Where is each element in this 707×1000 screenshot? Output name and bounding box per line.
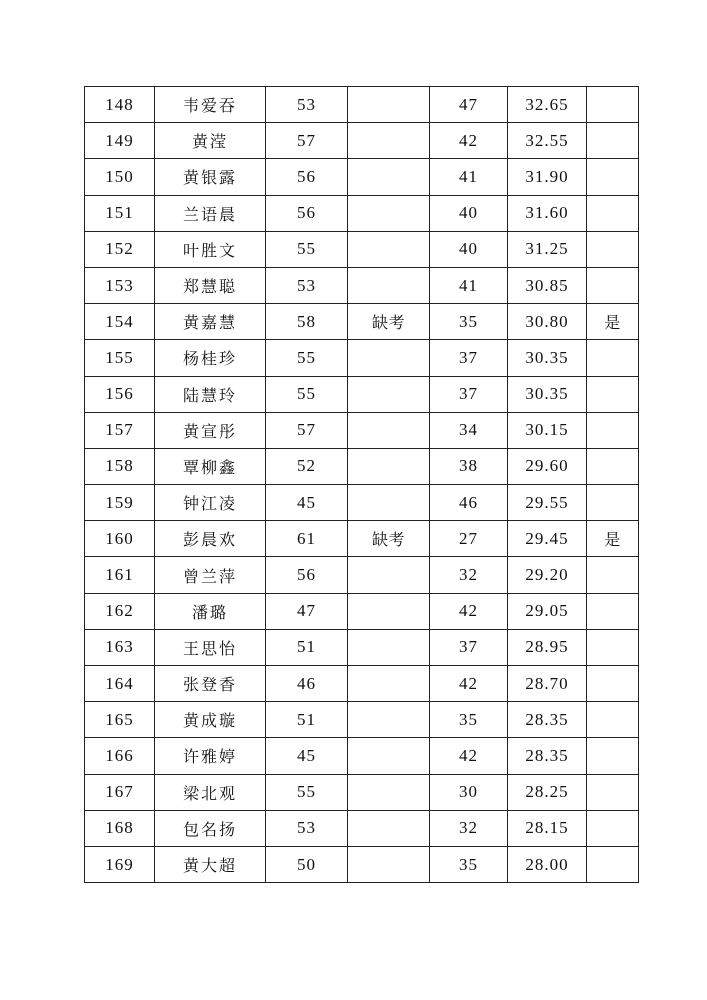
score-2-cell: 40 [430,195,508,231]
row-number-cell: 168 [85,810,155,846]
score-1-cell: 55 [266,376,348,412]
row-number-cell: 148 [85,87,155,123]
row-number-cell: 153 [85,267,155,303]
score-1-cell: 53 [266,87,348,123]
name-cell: 黄宣彤 [155,412,266,448]
flag-cell [587,485,639,521]
score-1-cell: 55 [266,340,348,376]
name-cell: 覃柳鑫 [155,448,266,484]
table-row [85,846,639,882]
total-score-cell: 28.70 [508,666,587,702]
row-number-cell: 169 [85,846,155,882]
score-2-cell: 40 [430,231,508,267]
score-2-cell: 47 [430,87,508,123]
name-cell: 包名扬 [155,810,266,846]
score-1-cell: 53 [266,267,348,303]
name-cell: 梁北观 [155,774,266,810]
name-cell: 黄银露 [155,159,266,195]
score-1-cell: 52 [266,448,348,484]
name-cell: 陆慧玲 [155,376,266,412]
score-table [84,86,639,883]
score-2-cell: 46 [430,485,508,521]
score-2-cell: 37 [430,629,508,665]
remark-cell [348,159,430,195]
name-cell: 杨桂珍 [155,340,266,376]
total-score-cell: 32.55 [508,123,587,159]
score-1-cell: 50 [266,846,348,882]
row-number-cell: 161 [85,557,155,593]
score-2-cell: 42 [430,123,508,159]
flag-cell: 是 [587,304,639,340]
score-2-cell: 30 [430,774,508,810]
table-row [85,593,639,629]
remark-cell [348,810,430,846]
score-1-cell: 61 [266,521,348,557]
score-1-cell: 56 [266,159,348,195]
name-cell: 钟江凌 [155,485,266,521]
table-row [85,376,639,412]
row-number-cell: 152 [85,231,155,267]
total-score-cell: 28.95 [508,629,587,665]
remark-cell [348,629,430,665]
score-1-cell: 56 [266,195,348,231]
score-1-cell: 55 [266,231,348,267]
remark-cell [348,702,430,738]
row-number-cell: 157 [85,412,155,448]
name-cell: 黄滢 [155,123,266,159]
remark-cell [348,231,430,267]
remark-cell [348,738,430,774]
flag-cell [587,448,639,484]
remark-cell [348,340,430,376]
table-row [85,738,639,774]
score-2-cell: 38 [430,448,508,484]
remark-cell [348,195,430,231]
remark-cell [348,774,430,810]
score-1-cell: 47 [266,593,348,629]
row-number-cell: 164 [85,666,155,702]
table-row [85,629,639,665]
row-number-cell: 154 [85,304,155,340]
table-row [85,159,639,195]
total-score-cell: 28.25 [508,774,587,810]
total-score-cell: 29.05 [508,593,587,629]
score-1-cell: 45 [266,738,348,774]
name-cell: 许雅婷 [155,738,266,774]
flag-cell [587,557,639,593]
row-number-cell: 156 [85,376,155,412]
row-number-cell: 162 [85,593,155,629]
score-2-cell: 37 [430,340,508,376]
remark-cell [348,557,430,593]
score-1-cell: 45 [266,485,348,521]
table-row [85,195,639,231]
score-1-cell: 46 [266,666,348,702]
table-row [85,557,639,593]
flag-cell [587,123,639,159]
table-row [85,340,639,376]
row-number-cell: 158 [85,448,155,484]
score-2-cell: 42 [430,666,508,702]
flag-cell [587,231,639,267]
table-row [85,231,639,267]
remark-cell [348,448,430,484]
score-1-cell: 51 [266,629,348,665]
score-1-cell: 53 [266,810,348,846]
flag-cell [587,774,639,810]
total-score-cell: 30.35 [508,340,587,376]
table-row [85,304,639,340]
score-1-cell: 55 [266,774,348,810]
table-row [85,774,639,810]
flag-cell [587,629,639,665]
name-cell: 兰语晨 [155,195,266,231]
score-2-cell: 42 [430,593,508,629]
name-cell: 曾兰萍 [155,557,266,593]
flag-cell [587,738,639,774]
score-1-cell: 57 [266,123,348,159]
name-cell: 黄大超 [155,846,266,882]
total-score-cell: 29.45 [508,521,587,557]
table-body [85,87,639,883]
table-row [85,702,639,738]
flag-cell [587,376,639,412]
row-number-cell: 151 [85,195,155,231]
flag-cell [587,846,639,882]
remark-cell: 缺考 [348,521,430,557]
remark-cell [348,123,430,159]
score-2-cell: 32 [430,557,508,593]
score-1-cell: 57 [266,412,348,448]
total-score-cell: 30.80 [508,304,587,340]
flag-cell [587,810,639,846]
row-number-cell: 160 [85,521,155,557]
total-score-cell: 31.25 [508,231,587,267]
remark-cell [348,666,430,702]
total-score-cell: 28.15 [508,810,587,846]
row-number-cell: 166 [85,738,155,774]
score-2-cell: 37 [430,376,508,412]
score-1-cell: 56 [266,557,348,593]
total-score-cell: 28.35 [508,702,587,738]
row-number-cell: 155 [85,340,155,376]
total-score-cell: 29.55 [508,485,587,521]
total-score-cell: 32.65 [508,87,587,123]
flag-cell [587,412,639,448]
score-2-cell: 35 [430,702,508,738]
total-score-cell: 30.15 [508,412,587,448]
name-cell: 韦爱吞 [155,87,266,123]
row-number-cell: 150 [85,159,155,195]
table-row [85,123,639,159]
name-cell: 黄嘉慧 [155,304,266,340]
row-number-cell: 167 [85,774,155,810]
total-score-cell: 29.60 [508,448,587,484]
table-row [85,448,639,484]
flag-cell: 是 [587,521,639,557]
score-1-cell: 51 [266,702,348,738]
table-row [85,666,639,702]
table-row [85,810,639,846]
total-score-cell: 28.00 [508,846,587,882]
name-cell: 张登香 [155,666,266,702]
score-2-cell: 32 [430,810,508,846]
remark-cell [348,412,430,448]
score-2-cell: 41 [430,159,508,195]
score-2-cell: 35 [430,846,508,882]
row-number-cell: 165 [85,702,155,738]
total-score-cell: 31.60 [508,195,587,231]
flag-cell [587,593,639,629]
table-row [85,485,639,521]
flag-cell [587,87,639,123]
name-cell: 彭晨欢 [155,521,266,557]
remark-cell [348,87,430,123]
flag-cell [587,666,639,702]
table-row [85,521,639,557]
flag-cell [587,702,639,738]
remark-cell [348,376,430,412]
total-score-cell: 28.35 [508,738,587,774]
score-2-cell: 35 [430,304,508,340]
total-score-cell: 29.20 [508,557,587,593]
score-2-cell: 34 [430,412,508,448]
remark-cell [348,846,430,882]
score-2-cell: 41 [430,267,508,303]
name-cell: 王思怡 [155,629,266,665]
remark-cell: 缺考 [348,304,430,340]
flag-cell [587,267,639,303]
score-2-cell: 27 [430,521,508,557]
table-row [85,412,639,448]
flag-cell [587,195,639,231]
table-row [85,267,639,303]
remark-cell [348,485,430,521]
flag-cell [587,159,639,195]
name-cell: 叶胜文 [155,231,266,267]
remark-cell [348,593,430,629]
total-score-cell: 30.35 [508,376,587,412]
row-number-cell: 149 [85,123,155,159]
remark-cell [348,267,430,303]
score-1-cell: 58 [266,304,348,340]
total-score-cell: 30.85 [508,267,587,303]
row-number-cell: 163 [85,629,155,665]
name-cell: 潘璐 [155,593,266,629]
score-2-cell: 42 [430,738,508,774]
flag-cell [587,340,639,376]
table-row [85,87,639,123]
name-cell: 黄成璇 [155,702,266,738]
name-cell: 郑慧聪 [155,267,266,303]
total-score-cell: 31.90 [508,159,587,195]
row-number-cell: 159 [85,485,155,521]
